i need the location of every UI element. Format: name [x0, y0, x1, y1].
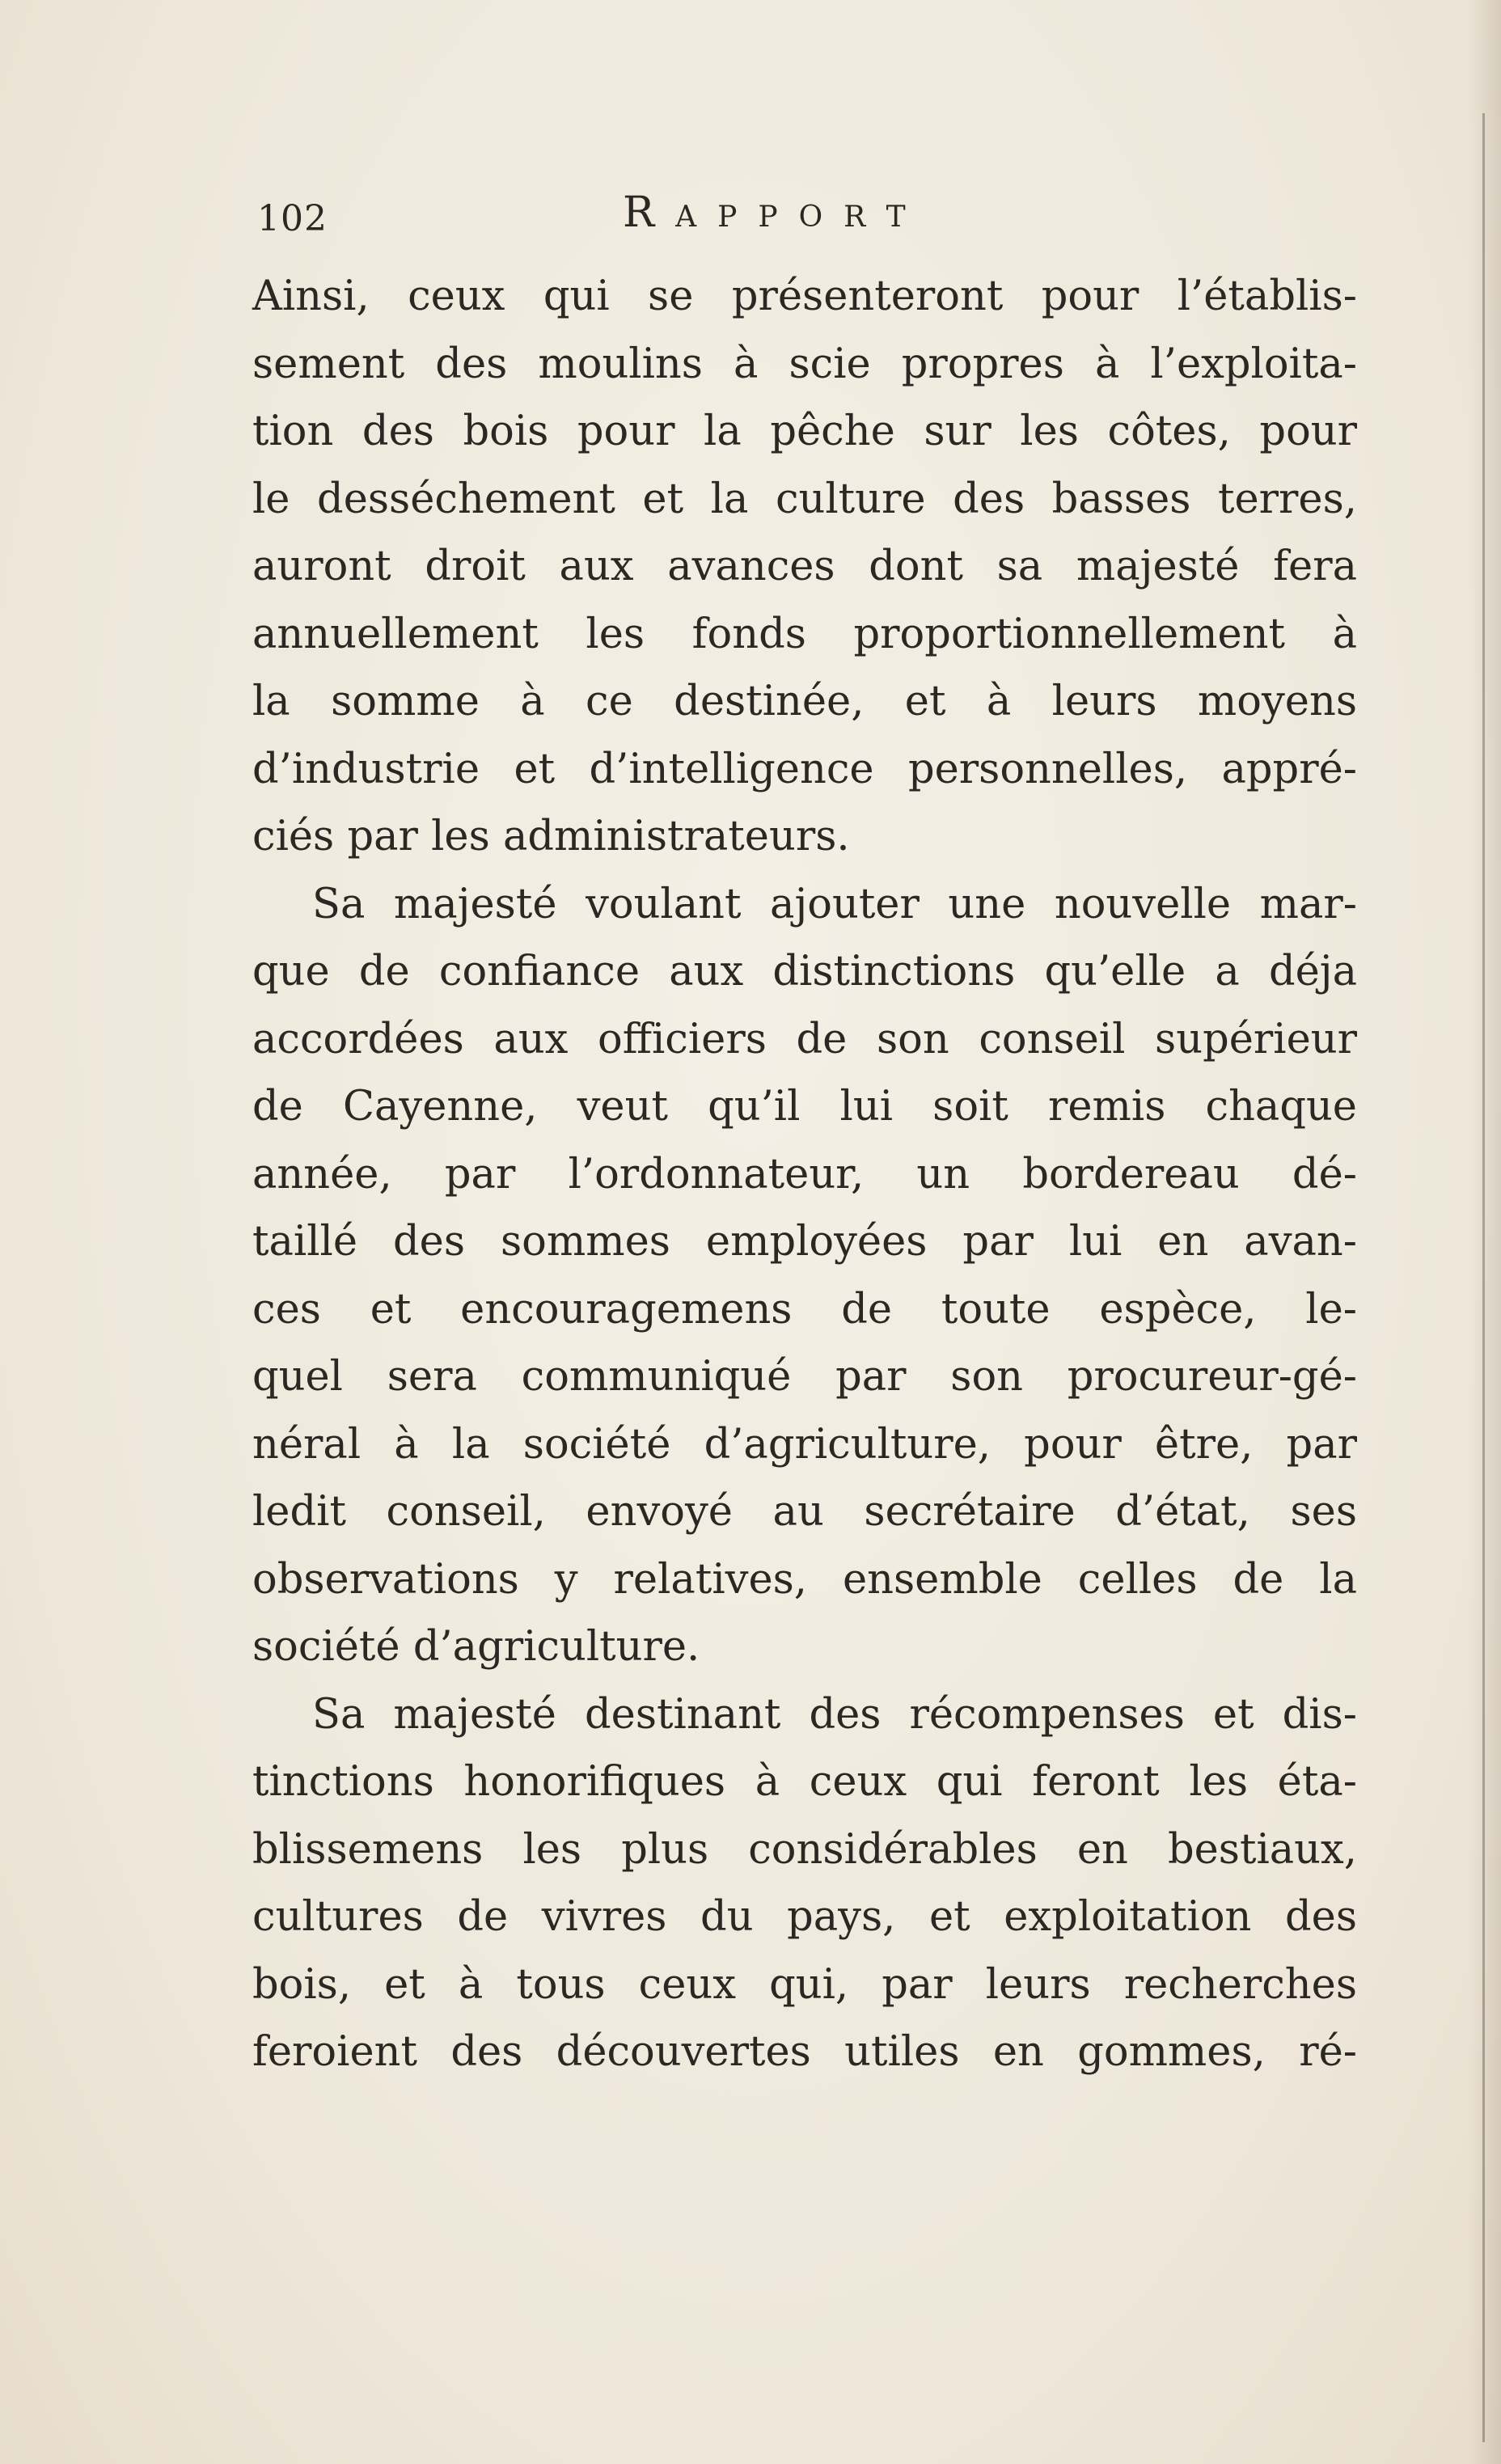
- text-line: blissemens les plus considérables en bestiaux,: [252, 1825, 1357, 1874]
- text-line: Ainsi, ceux qui se présenteront pour l’établis-: [252, 273, 1357, 320]
- text-line: cultures de vivres du pays, et exploitation des: [252, 1893, 1357, 1941]
- text-line: de Cayenne, veut qu’il lui soit remis chaque: [252, 1083, 1357, 1131]
- text-line: feroient des découvertes utiles en gommes, ré-: [252, 2028, 1357, 2076]
- page-header: [251, 182, 1359, 239]
- text-line: année, par l’ordonnateur, un bordereau dé-: [252, 1150, 1357, 1198]
- text-line: tion des bois pour la pêche sur les côtes, pour: [252, 408, 1357, 455]
- text-line: ces et encouragemens de toute espèce, le-: [252, 1285, 1357, 1333]
- text-line: accordées aux officiers de son conseil supérieur: [252, 1015, 1357, 1063]
- text-line: tinctions honorifiques à ceux qui feront les éta-: [252, 1758, 1357, 1806]
- page-edge-line: [1482, 113, 1485, 2442]
- text-line: observations y relatives, ensemble celles de la: [252, 1555, 1357, 1604]
- paragraph: [252, 871, 1357, 1681]
- text-line: le desséchement et la culture des basses terres,: [252, 475, 1357, 523]
- page-edge-shadow: [1469, 0, 1501, 2464]
- text-line: que de confiance aux distinctions qu’elle a déja: [252, 948, 1357, 995]
- running-head: Rapport: [623, 188, 927, 237]
- text-line: la somme à ce destinée, et à leurs moyens: [252, 678, 1357, 725]
- text-line: quel sera communiqué par son procureur-gé-: [252, 1353, 1357, 1401]
- text-line: Sa majesté voulant ajouter une nouvelle mar-: [312, 880, 1357, 928]
- text-line: Sa majesté destinant des récompenses et dis-: [312, 1690, 1357, 1739]
- text-line: bois, et à tous ceux qui, par leurs recherches: [252, 1960, 1357, 2009]
- body-text: [252, 263, 1357, 2086]
- text-line: auront droit aux avances dont sa majesté fera: [252, 543, 1357, 590]
- page-number: 102: [257, 198, 328, 239]
- text-line: société d’agriculture.: [252, 1623, 700, 1671]
- paragraph: [252, 1681, 1357, 2086]
- paragraph: [252, 263, 1357, 871]
- text-line: taillé des sommes employées par lui en avan-: [252, 1218, 1357, 1266]
- text-line: sement des moulins à scie propres à l’exploita-: [252, 340, 1357, 388]
- text-line: ciés par les administrateurs.: [252, 813, 850, 860]
- text-line: ledit conseil, envoyé au secrétaire d’état, ses: [252, 1488, 1357, 1536]
- text-line: annuellement les fonds proportionnellement à: [252, 610, 1357, 658]
- text-line: néral à la société d’agriculture, pour être, par: [252, 1420, 1357, 1469]
- text-line: d’industrie et d’intelligence personnelles, appré-: [252, 745, 1357, 793]
